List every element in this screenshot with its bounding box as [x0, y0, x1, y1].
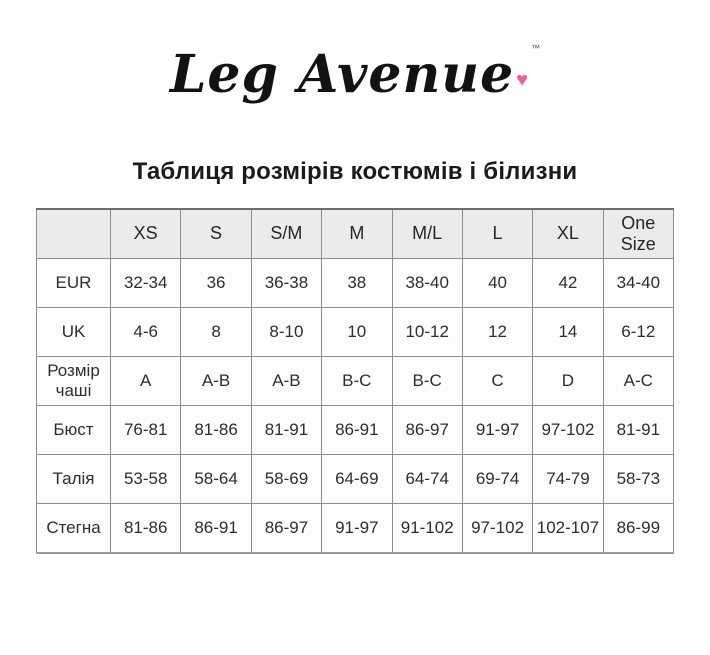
size-value-cell: 14: [533, 308, 603, 357]
size-column-header: M/L: [392, 209, 462, 259]
size-value-cell: 69-74: [462, 455, 532, 504]
page-title: Таблиця розмірів костюмів і білизни: [132, 158, 578, 185]
brand-logo-mark: [514, 40, 540, 92]
size-value-cell: 86-97: [251, 504, 321, 554]
row-label-cell: EUR: [37, 259, 111, 308]
size-value-cell: 91-97: [462, 406, 532, 455]
size-value-cell: 86-91: [322, 406, 392, 455]
size-table: [36, 208, 674, 554]
size-value-cell: A-C: [603, 357, 673, 406]
table-row: [37, 259, 674, 308]
size-value-cell: 38-40: [392, 259, 462, 308]
table-row: [37, 504, 674, 554]
size-value-cell: 97-102: [462, 504, 532, 554]
size-value-cell: 40: [462, 259, 532, 308]
size-value-cell: 102-107: [533, 504, 603, 554]
size-column-header: S/M: [251, 209, 321, 259]
size-value-cell: 86-99: [603, 504, 673, 554]
size-value-cell: 81-91: [603, 406, 673, 455]
size-column-header: L: [462, 209, 532, 259]
brand-logo: [0, 0, 710, 120]
size-value-cell: 8: [181, 308, 251, 357]
size-value-cell: 86-91: [181, 504, 251, 554]
size-value-cell: 74-79: [533, 455, 603, 504]
size-value-cell: 42: [533, 259, 603, 308]
size-value-cell: 76-81: [111, 406, 181, 455]
table-row: [37, 455, 674, 504]
size-value-cell: 53-58: [111, 455, 181, 504]
corner-header-cell: [37, 209, 111, 259]
size-value-cell: A: [111, 357, 181, 406]
size-value-cell: 81-86: [111, 504, 181, 554]
size-value-cell: 86-97: [392, 406, 462, 455]
table-row: [37, 308, 674, 357]
row-label-cell: UK: [37, 308, 111, 357]
size-value-cell: 81-86: [181, 406, 251, 455]
size-value-cell: 12: [462, 308, 532, 357]
size-value-cell: 58-73: [603, 455, 673, 504]
size-table-body: [37, 259, 674, 554]
size-value-cell: 64-69: [322, 455, 392, 504]
size-value-cell: 32-34: [111, 259, 181, 308]
size-value-cell: D: [533, 357, 603, 406]
size-value-cell: B-C: [322, 357, 392, 406]
size-value-cell: A-B: [181, 357, 251, 406]
size-value-cell: A-B: [251, 357, 321, 406]
size-value-cell: 10: [322, 308, 392, 357]
size-value-cell: 64-74: [392, 455, 462, 504]
size-value-cell: 36: [181, 259, 251, 308]
size-column-header: One Size: [603, 209, 673, 259]
size-value-cell: 8-10: [251, 308, 321, 357]
size-value-cell: 91-97: [322, 504, 392, 554]
size-value-cell: 38: [322, 259, 392, 308]
size-column-header: XL: [533, 209, 603, 259]
size-column-header: XS: [111, 209, 181, 259]
size-value-cell: 10-12: [392, 308, 462, 357]
size-value-cell: 6-12: [603, 308, 673, 357]
size-table-head-row: [37, 209, 674, 259]
size-value-cell: 58-69: [251, 455, 321, 504]
table-row: [37, 357, 674, 406]
row-label-cell: Талія: [37, 455, 111, 504]
size-value-cell: 34-40: [603, 259, 673, 308]
size-value-cell: 81-91: [251, 406, 321, 455]
size-value-cell: 97-102: [533, 406, 603, 455]
table-row: [37, 406, 674, 455]
size-column-header: M: [322, 209, 392, 259]
heart-icon: ♥: [516, 69, 529, 91]
size-value-cell: 91-102: [392, 504, 462, 554]
row-label-cell: Бюст: [37, 406, 111, 455]
size-value-cell: B-C: [392, 357, 462, 406]
brand-logo-text: Leg Avenue: [169, 44, 515, 105]
row-label-cell: Розмір чаші: [37, 357, 111, 406]
size-value-cell: C: [462, 357, 532, 406]
size-value-cell: 58-64: [181, 455, 251, 504]
size-value-cell: 4-6: [111, 308, 181, 357]
trademark-symbol: ™: [531, 43, 541, 53]
size-value-cell: 36-38: [251, 259, 321, 308]
size-column-header: S: [181, 209, 251, 259]
row-label-cell: Стегна: [37, 504, 111, 554]
